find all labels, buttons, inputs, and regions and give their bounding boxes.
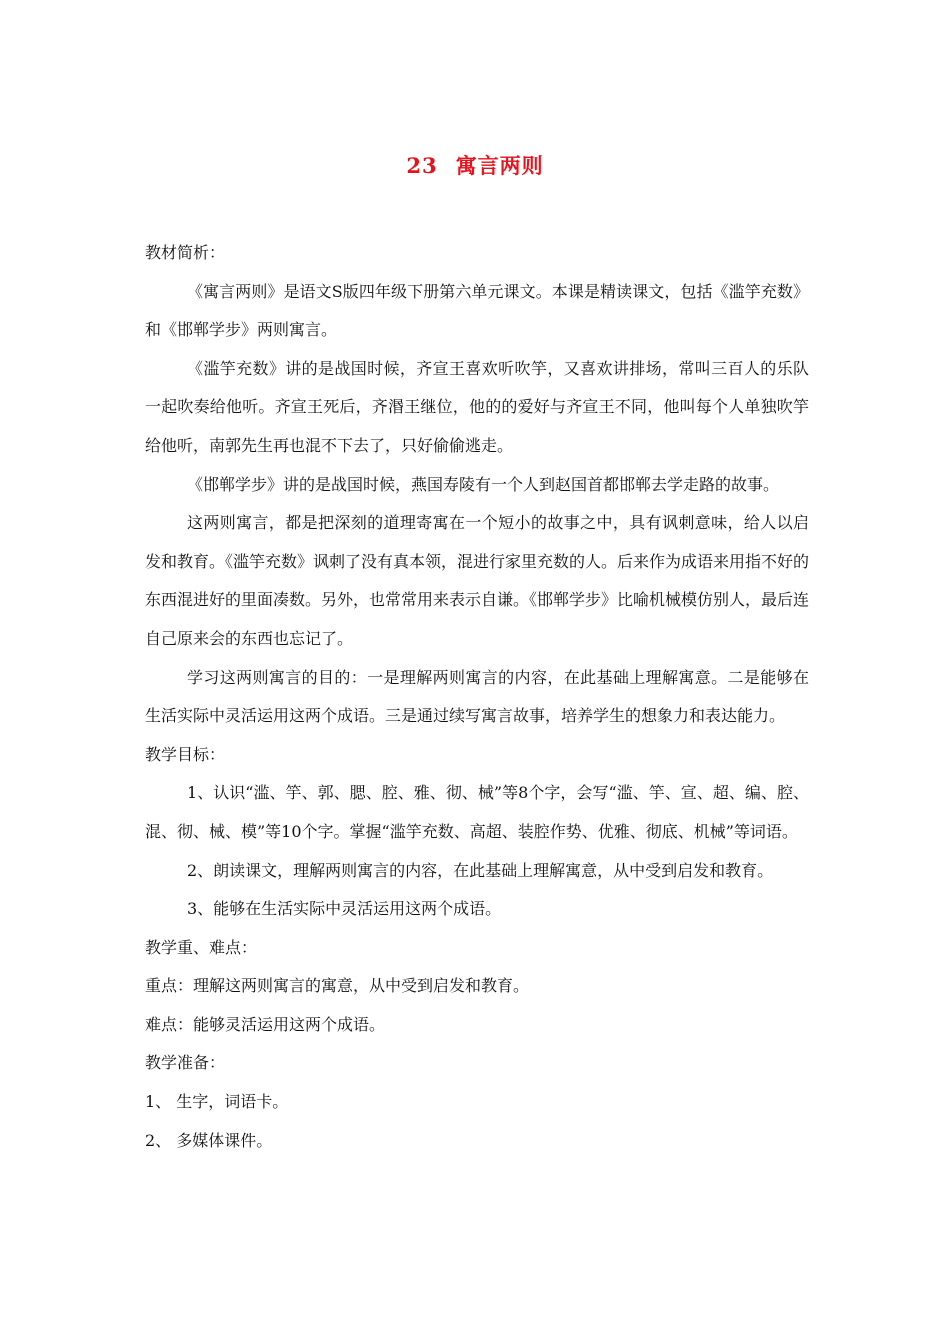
key-point: 重点：理解这两则寓言的寓意，从中受到启发和教育。 <box>145 976 530 996</box>
paragraph-lanyu-summary: 《滥竽充数》讲的是战国时候，齐宣王喜欢听吹竽，又喜欢讲排场，常叫三百人的乐队一起吹奏给他听。齐宣王死后，齐湣王继位，他的的爱好与齐宣王不同，他叫每个人单独吹竽给他听，南郭先生再也混不下去了，只好偷偷逃走。 <box>145 358 809 455</box>
paragraph-purpose: 学习这两则寓言的目的：一是理解两则寓言的内容，在此基础上理解寓意。二是能够在生活实际中灵活运用这两个成语。三是通过续写寓言故事，培养学生的想象力和表达能力。 <box>145 667 809 726</box>
heading-key-points: 教学重、难点： <box>145 937 258 957</box>
preparation-item-2: 2、 多媒体课件。 <box>145 1130 273 1150</box>
page-title <box>0 150 950 180</box>
paragraph-moral: 这两则寓言，都是把深刻的道理寄寓在一个短小的故事之中，具有讽刺意味，给人以启发和教育。《滥竽充数》讽刺了没有真本领，混进行家里充数的人。后来作为成语来用指不好的东西混进好的里面凑数。另外，也常常用来表示自谦。《邯郸学步》比喻机械模仿别人，最后连自己原来会的东西也忘记了。 <box>145 513 810 648</box>
heading-teaching-goals: 教学目标： <box>145 744 226 764</box>
goal-item-3: 3、能够在生活实际中灵活运用这两个成语。 <box>187 899 502 919</box>
difficult-point: 难点：能够灵活运用这两个成语。 <box>145 1014 386 1034</box>
heading-material-analysis: 教材简析： <box>145 243 226 262</box>
preparation-item-1: 1、 生字，词语卡。 <box>145 1092 289 1112</box>
goal-item-1: 1、认识“滥、竽、郭、腮、腔、雅、彻、械”等8个字，会写“滥、竽、宣、超、编、腔、混、彻、械、模”等10个字。掌握“滥竽充数、高超、装腔作势、优雅、彻底、机械”等词语。 <box>145 783 809 841</box>
document-body <box>145 234 809 1160</box>
paragraph-handan-summary: 《邯郸学步》讲的是战国时候，燕国寿陵有一个人到赵国首都邯郸去学走路的故事。 <box>187 474 780 494</box>
goal-item-2: 2、朗读课文，理解两则寓言的内容，在此基础上理解寓意，从中受到启发和教育。 <box>187 860 774 880</box>
lesson-number: 23 <box>406 153 438 178</box>
paragraph-intro: 《寓言两则》是语文S版四年级下册第六单元课文。本课是精读课文，包括《滥竽充数》和《邯郸学步》两则寓言。 <box>145 281 809 340</box>
lesson-title: 寓言两则 <box>455 153 544 178</box>
heading-preparation: 教学准备： <box>145 1053 226 1073</box>
